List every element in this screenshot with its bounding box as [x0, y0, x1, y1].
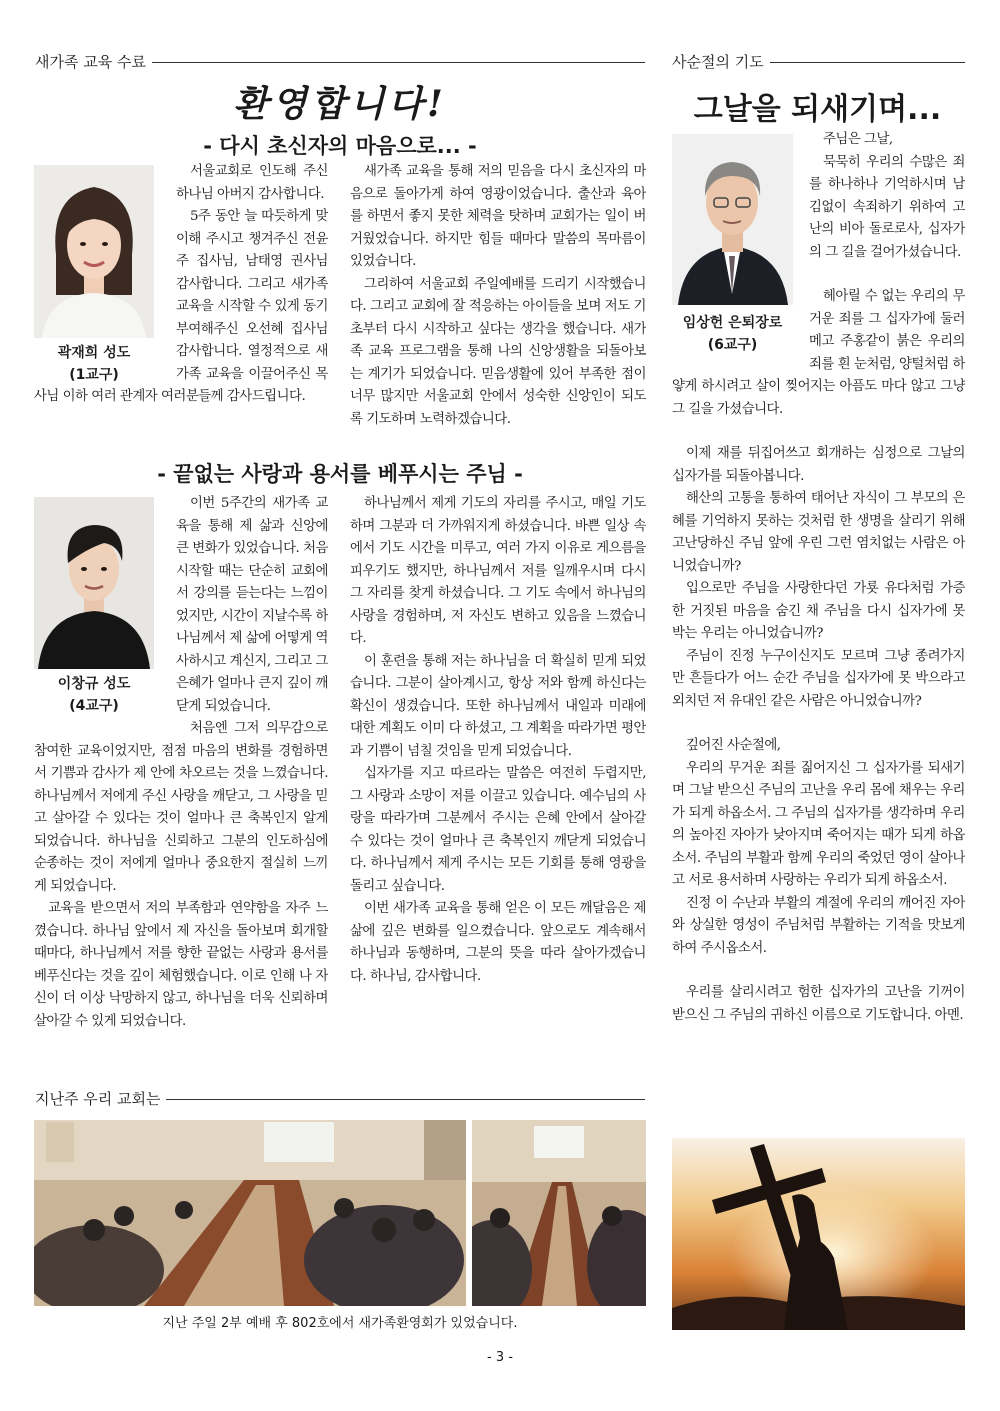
paragraph: 헤아릴 수 없는 우리의 무거운 죄를 그 십자가에 둘러메고 주홍같이 붉은 우리의 죄를 흰 눈처럼, 양털처럼 하얗게 하시려고 살이 찢어지는 아픔도 마다 않고 그냥 그 길을 가셨습니다.	[672, 289, 965, 417]
paragraph: 새가족 교육을 통해 저의 믿음을 다시 초신자의 마음으로 돌아가게 하여 영광이었습니다. 출산과 육아를 하면서 좋지 못한 체력을 탓하며 교회가는 일이 버거웠었습니다. 하지만 힘들 때마다 말씀의 목마름이 있었습니다.	[350, 164, 646, 269]
section-rule	[166, 1099, 645, 1100]
paragraph: 진정 이 수난과 부활의 계절에 우리의 깨어진 자아와 상실한 영성이 주님처럼 부활하는 기적을 맛보게 하여 주시옵소서.	[672, 895, 965, 956]
paragraph: 입으로만 주님을 사랑한다던 가룟 유다처럼 가증한 거짓된 마음을 숨긴 채 주님을 다시 십자가에 못 박는 우리는 아니었습니까?	[672, 581, 965, 641]
welcome-title: 환영합니다!	[233, 83, 447, 125]
person-district: (4교구)	[69, 698, 119, 714]
photo-spacer	[34, 493, 176, 739]
section-header-church-news	[35, 1089, 645, 1109]
paragraph: 우리의 무거운 죄를 짊어지신 그 십자가를 되새기며 그날 받으신 주님의 고난을 우리 몸에 채우는 우리가 되게 하옵소서. 그 주님의 십자가를 생각하며 우리의 높아진 자아가 낮아지며 죽어지는 때가 되게 하옵소서. 주님의 부활과 함께 우리의 죽었던 영이 살아나고 서로 용서하며 사랑하는 우리가 되게 하옵소서.	[672, 760, 965, 888]
paragraph: 주님은 그날,	[823, 132, 893, 147]
paragraph: 교육을 받으면서 저의 부족함과 연약함을 자주 느꼈습니다. 하나님 앞에서 제 자신을 돌아보며 회개할 때마다, 하나님께서 저를 향한 끝없는 사랑과 용서를 베푸신다는 것을 깊이 체험했습니다. 이로 인해 나 자신이 더 이상 낙망하지 않고, 하나님을 더욱 신뢰하며 살아갈 수 있게 되었습니다.	[34, 901, 328, 1029]
page-number: - 3 -	[487, 1350, 513, 1365]
paragraph: 5주 동안 늘 따듯하게 맞이해 주시고 챙겨주신 전윤주 집사님, 남태영 권사님 감사합니다. 그리고 새가족 교육을 시작할 수 있게 동기부여해주신 오선혜 집사님 감사합니다. 열정적으로 새가족 교육을 이끌어주신 목사님 이하 여러 관계자 여러분들께 감사드립니다.	[34, 209, 328, 404]
person-name: 곽재희 성도	[57, 345, 131, 361]
paragraph: 이 훈련을 통해 저는 하나님을 더 확실히 믿게 되었습니다. 그분이 살아계시고, 항상 저와 함께 하신다는 확신이 생겼습니다. 또한 하나님께서 내일과 미래에 대한 계획도 이미 다 하셨고, 그 계획을 따라가면 평안과 기쁨이 넘칠 것임을 믿게 되었습니다.	[350, 653, 646, 759]
paragraph: 이번 5주간의 새가족 교육을 통해 제 삶과 신앙에 큰 변화가 있었습니다. 처음 시작할 때는 단순히 교회에서 강의를 듣는다는 느낌이었지만, 시간이 지날수록 하나님께서 제 삶에 어떻게 역사하시고 계신지, 그리고 그 은혜가 얼마나 큰지 깊이 깨닫게 되었습니다.	[176, 496, 328, 714]
section-label-church-news: 지난주 우리 교회는	[35, 1090, 161, 1108]
person-district: (1교구)	[69, 367, 119, 383]
section-label-lent: 사순절의 기도	[672, 53, 764, 71]
article2-subtitle: - 끝없는 사랑과 용서를 베푸시는 주님 -	[157, 462, 523, 486]
person-name: 임상헌 은퇴장로	[682, 315, 783, 331]
section-label-new-family: 새가족 교육 수료	[35, 53, 146, 71]
section-header-lent	[672, 52, 965, 72]
paragraph: 하나님께서 제게 기도의 자리를 주시고, 매일 기도하며 그분과 더 가까워지게 하셨습니다. 바쁜 일상 속에서 기도 시간을 미루고, 여러 가지 이유로 게으름을 피우기도 했지만, 하나님께서 저를 일깨우시며 다시 그 자리를 찾게 하셨습니다. 그 기도 속에서 하나님의 사랑을 경험하며, 저 자신도 변하고 있음을 느꼈습니다.	[350, 496, 646, 646]
paragraph: 우리를 살리시려고 험한 십자가의 고난을 기꺼이 받으신 그 주님의 귀하신 이름으로 기도합니다. 아멘.	[672, 985, 965, 1023]
article1-column-left	[34, 161, 328, 453]
paragraph: 서울교회로 인도해 주신 하나님 아버지 감사합니다.	[176, 164, 328, 202]
cross-sunset-image	[672, 1138, 965, 1330]
section-rule	[770, 62, 965, 63]
paragraph: 깊어진 사순절에,	[686, 738, 781, 753]
paragraph: 이제 재를 뒤집어쓰고 회개하는 심정으로 그날의 십자가를 되돌아봅니다.	[672, 446, 965, 484]
photo-fellowship-hall-2	[472, 1120, 646, 1306]
photo-caption: 지난 주일 2부 예배 후 802호에서 새가족환영회가 있었습니다.	[162, 1316, 518, 1331]
section-header-new-family	[35, 52, 645, 72]
paragraph: 그리하여 서울교회 주일예배를 드리기 시작했습니다. 그리고 교회에 잘 적응하는 아이들을 보며 저도 기초부터 다시 시작하고 싶다는 생각을 했습니다. 새가족 교육 프로그램을 통해 나의 신앙생활을 되돌아보는 계기가 되었습니다. 믿음생활에 있어 부족한 점이 너무 많지만 서울교회 안에서 성숙한 신앙인이 되도록 기도하며 노력하겠습니다.	[350, 276, 646, 427]
person-district: (6교구)	[707, 337, 758, 353]
photo-fellowship-hall-1	[34, 1120, 466, 1306]
article2-column-right	[350, 493, 646, 1076]
paragraph: 이번 새가족 교육을 통해 얻은 이 모든 깨달음은 제 삶에 깊은 변화를 일으켰습니다. 앞으로도 계속해서 하나님과 동행하며, 그분의 뜻을 따라 살아가겠습니다. 하나님, 감사합니다.	[350, 901, 646, 984]
photo-spacer	[672, 129, 809, 355]
paragraph: 처음엔 그저 의무감으로 참여한 교육이었지만, 점점 마음의 변화를 경험하면서 기쁨과 감사가 제 안에 차오르는 것을 느꼈습니다. 하나님께서 저에게 주신 사랑을 깨닫고, 그 사랑을 믿고 살아갈 수 있다는 것이 얼마나 큰 축복인지 알게 되었습니다. 하나님을 신뢰하고 그분의 인도하심에 순종하는 것이 저에게 얼마나 중요한지 절실히 느끼게 되었습니다.	[34, 721, 328, 894]
lent-prayer-text	[672, 129, 965, 1141]
photo-spacer	[34, 161, 176, 386]
paragraph: 십자가를 지고 따르라는 말씀은 여전히 두렵지만, 그 사랑과 소망이 저를 이끌고 있습니다. 예수님의 사랑을 따라가며 그분께서 주시는 은혜 안에서 살아갈 수 있다는 것이 얼마나 큰 축복인지 깨닫게 되었습니다. 하나님께서 제게 주시는 모든 기회를 통해 영광을 돌리고 싶습니다.	[350, 766, 646, 894]
person-name: 이창규 성도	[57, 676, 131, 692]
article2-column-left	[34, 493, 328, 1076]
paragraph: 해산의 고통을 통하여 태어난 자식이 그 부모의 은혜를 기억하지 못하는 것처럼 한 생명을 살리기 위해 고난당하신 주님 앞에 우린 그런 염치없는 사람은 아니었습니까?	[672, 491, 965, 574]
article1-column-right	[350, 161, 646, 453]
article1-subtitle: - 다시 초신자의 마음으로... -	[203, 134, 477, 158]
paragraph: 묵묵히 우리의 수많은 죄를 하나하나 기억하시며 남김없이 속죄하기 위하여 고난의 비아 돌로로사, 십자가의 그 길을 걸어가셨습니다.	[809, 154, 965, 260]
section-rule	[152, 62, 645, 63]
lent-title: 그날을 되새기며...	[693, 92, 942, 127]
paragraph: 주님이 진정 누구이신지도 모르며 그냥 종려가지만 흔들다가 어느 순간 주님을 십자가에 못 박으라고 외치던 저 유대인 같은 사람은 아니었습니까?	[672, 648, 965, 709]
